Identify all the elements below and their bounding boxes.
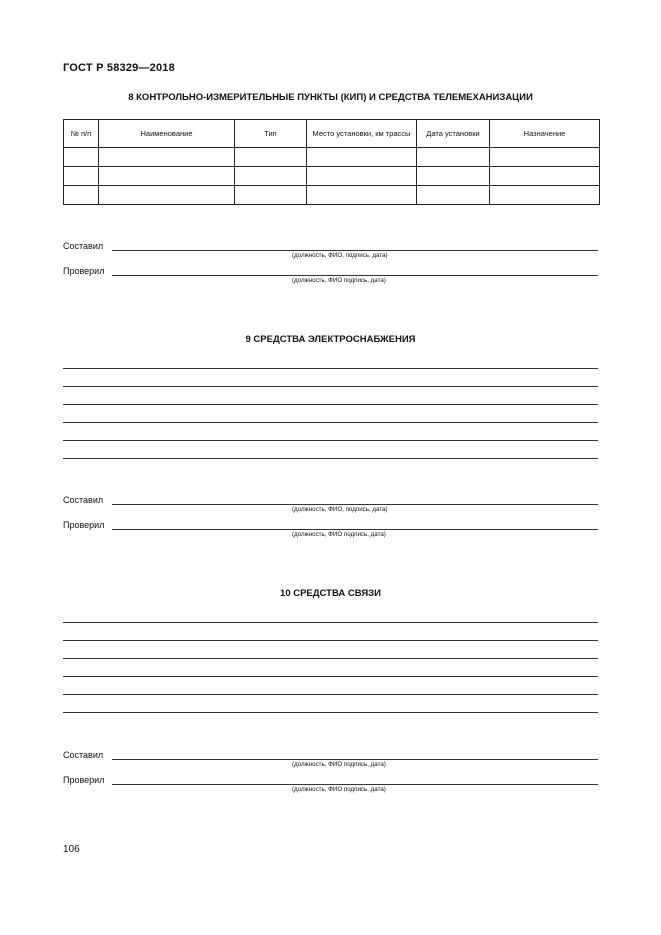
table-cell[interactable]	[307, 167, 417, 186]
table-row	[64, 186, 600, 205]
checked-signature-line[interactable]	[112, 784, 598, 785]
section-9-title: 9 СРЕДСТВА ЭЛЕКТРОСНАБЖЕНИЯ	[245, 334, 416, 345]
table-cell[interactable]	[99, 167, 235, 186]
compiled-label: Составил	[63, 495, 104, 505]
table-cell[interactable]	[417, 186, 490, 205]
table-row	[64, 148, 600, 167]
compiled-signature-line[interactable]	[112, 759, 598, 760]
table-cell[interactable]	[417, 167, 490, 186]
table-cell[interactable]	[99, 186, 235, 205]
compiled-signature-hint: (должность, ФИО подпись, дата)	[292, 761, 386, 768]
page-number: 106	[63, 844, 80, 855]
table-cell[interactable]	[235, 186, 307, 205]
column-header-number: № п/п	[64, 120, 99, 148]
fill-line[interactable]	[63, 440, 598, 441]
table-cell[interactable]	[99, 148, 235, 167]
checked-label: Проверил	[63, 775, 105, 785]
table-cell[interactable]	[307, 186, 417, 205]
compiled-signature-line[interactable]	[112, 504, 598, 505]
fill-line[interactable]	[63, 368, 598, 369]
column-header-location: Место установки, км трассы	[307, 120, 417, 148]
fill-line[interactable]	[63, 676, 598, 677]
checked-signature-line[interactable]	[112, 275, 598, 276]
document-code: ГОСТ Р 58329—2018	[63, 62, 175, 74]
fill-line[interactable]	[63, 658, 598, 659]
compiled-label: Составил	[63, 750, 104, 760]
table-cell[interactable]	[64, 148, 99, 167]
checked-signature-line[interactable]	[112, 529, 598, 530]
table-cell[interactable]	[417, 148, 490, 167]
table-cell[interactable]	[490, 148, 600, 167]
table-cell[interactable]	[235, 148, 307, 167]
checked-signature-hint: (должность, ФИО подпись, дата)	[292, 277, 386, 284]
column-header-date: Дата установки	[417, 120, 490, 148]
checked-signature-hint: (должность, ФИО подпись. дата)	[292, 786, 386, 793]
kip-table	[63, 119, 600, 205]
table-header-row	[64, 120, 600, 148]
column-header-name: Наименование	[99, 120, 235, 148]
table-cell[interactable]	[490, 186, 600, 205]
checked-label: Проверил	[63, 266, 105, 276]
checked-label: Проверил	[63, 520, 105, 530]
fill-line[interactable]	[63, 404, 598, 405]
fill-line[interactable]	[63, 458, 598, 459]
column-header-purpose: Назначение	[490, 120, 600, 148]
fill-line[interactable]	[63, 712, 598, 713]
table-cell[interactable]	[235, 167, 307, 186]
table-cell[interactable]	[64, 167, 99, 186]
column-header-type: Тип	[235, 120, 307, 148]
table-cell[interactable]	[307, 148, 417, 167]
table-cell[interactable]	[64, 186, 99, 205]
fill-line[interactable]	[63, 694, 598, 695]
section-10-title: 10 СРЕДСТВА СВЯЗИ	[280, 588, 381, 599]
checked-signature-hint: (должность, ФИО подпись, дата)	[292, 531, 386, 538]
compiled-label: Составил	[63, 241, 104, 251]
compiled-signature-hint: (должность, ФИО, подпись, дата)	[292, 252, 388, 259]
table-cell[interactable]	[490, 167, 600, 186]
compiled-signature-line[interactable]	[112, 250, 598, 251]
table-row	[64, 167, 600, 186]
section-8-title: 8 КОНТРОЛЬНО-ИЗМЕРИТЕЛЬНЫЕ ПУНКТЫ (КИП) И СРЕДСТВА ТЕЛЕМЕХАНИЗАЦИИ	[128, 92, 533, 103]
fill-line[interactable]	[63, 422, 598, 423]
fill-line[interactable]	[63, 386, 598, 387]
fill-line[interactable]	[63, 640, 598, 641]
compiled-signature-hint: (должность, ФИО, подпись, дата)	[292, 506, 388, 513]
fill-line[interactable]	[63, 622, 598, 623]
